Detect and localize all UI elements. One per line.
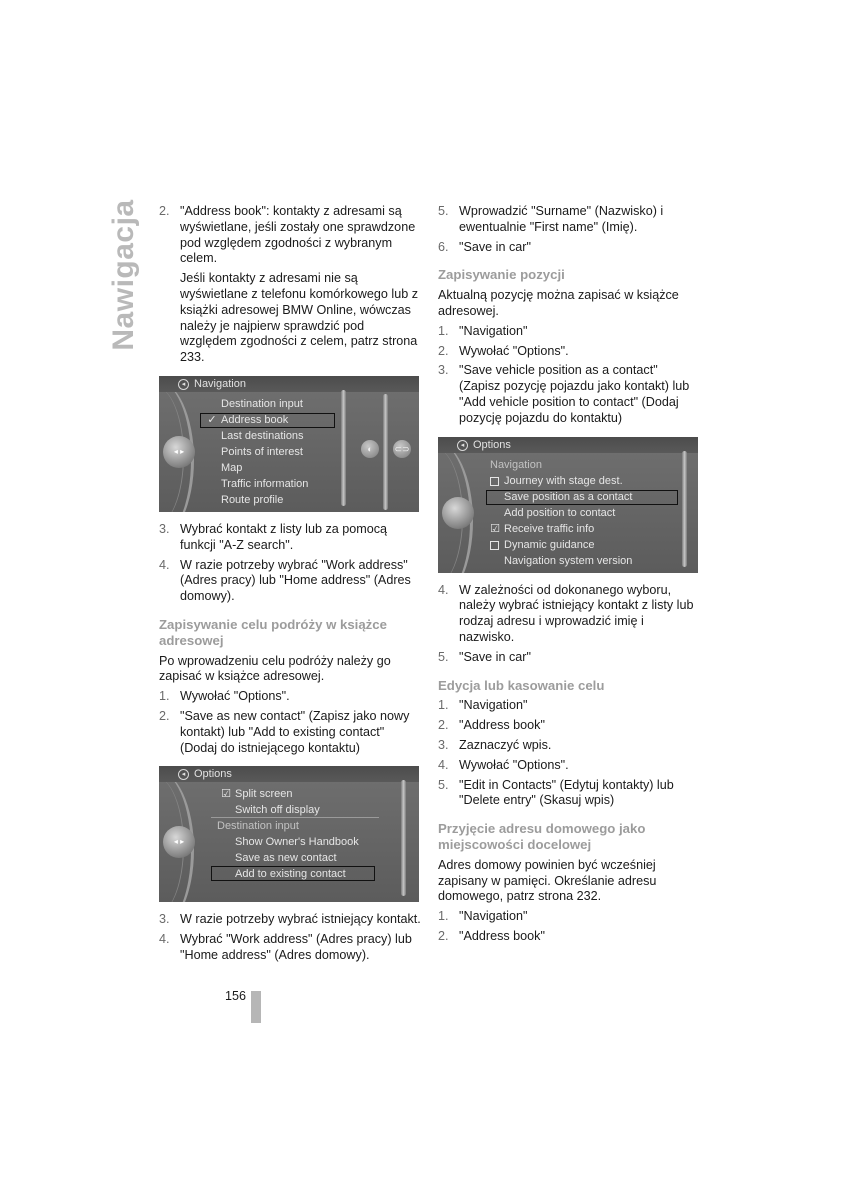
screen-titlebar <box>159 766 419 782</box>
menu-item-address-book <box>207 412 308 428</box>
options-icon: ◂ <box>457 440 468 451</box>
list-number: 1. <box>438 909 449 924</box>
paragraph: Adres domowy powinien być wcześniej zapisany w pamięci. Określanie adresu domowego, patrz strona 232. <box>438 857 657 904</box>
menu-item-label: Split screen <box>235 788 293 801</box>
list-text: Wywołać "Options". <box>459 757 569 772</box>
list-number: 3. <box>438 737 449 752</box>
list-text: W razie potrzeby wybrać istniejący kontakt. <box>180 912 421 927</box>
menu-item-add-to-existing-contact: Add to existing contact <box>235 868 346 881</box>
list-item <box>438 778 700 810</box>
list-text: Wybrać "Work address" (Adres pracy) lub "Home address" (Adres domowy). <box>180 932 412 962</box>
list-item <box>159 709 421 756</box>
options-icon: ◂ <box>178 769 189 780</box>
list-item <box>159 558 421 605</box>
screen-title: Options <box>194 768 232 781</box>
list-item <box>438 909 700 925</box>
list-item <box>438 583 700 646</box>
menu-item-label: Journey with stage dest. <box>504 474 623 487</box>
list-text: "Edit in Contacts" (Edytuj kontakty) lub "Delete entry" (Skasuj wpis) <box>459 777 674 808</box>
menu-item-label: Receive traffic info <box>504 522 595 535</box>
scroll-track <box>341 390 346 506</box>
list-text: Wywołać "Options". <box>459 343 569 358</box>
menu-item-label: Dynamic guidance <box>504 538 595 551</box>
menu-item-route-profile: Route profile <box>221 493 284 506</box>
list-text: "Save as new contact" (Zapisz jako nowy kontakt) lub "Add to existing contact" (Dodaj do istniejącego kontaktu) <box>180 708 410 755</box>
page-marker-bar <box>251 991 261 1023</box>
list-item <box>438 324 700 340</box>
list-item <box>438 758 700 774</box>
screen-titlebar <box>438 437 698 453</box>
menu-item-receive-traffic-info <box>490 521 632 537</box>
checkbox-empty-icon <box>490 541 499 550</box>
screen-title: Navigation <box>194 377 246 390</box>
options-navigation-screenshot <box>438 437 698 573</box>
menu-item-destination-input: Destination input <box>221 397 303 410</box>
checkbox-checked-icon: ☑ <box>221 788 231 801</box>
menu-item-dynamic-guidance <box>490 537 632 553</box>
menu-group-navigation: Navigation <box>490 458 542 471</box>
list-number: 2. <box>438 718 449 733</box>
list-number: 5. <box>438 204 449 218</box>
list-item <box>438 344 700 360</box>
checkbox-empty-icon <box>490 477 499 486</box>
list-text: "Navigation" <box>459 909 528 924</box>
list-item <box>438 738 700 754</box>
list-item <box>438 204 700 236</box>
scroll-track <box>682 451 687 567</box>
menu-group-destination-input: Destination input <box>217 820 299 833</box>
list-item <box>438 929 700 945</box>
paragraph: Aktualną pozycję można zapisać w książce adresowej. <box>438 288 679 318</box>
list-text: "Save in car" <box>459 649 531 664</box>
section-side-title <box>92 200 156 350</box>
list-number: 3. <box>438 363 449 378</box>
left-column <box>159 204 421 968</box>
menu-item-split-screen <box>217 786 359 802</box>
list-number: 1. <box>159 689 170 704</box>
list-number: 5. <box>438 777 449 792</box>
menu-item-switch-off-display: Switch off display <box>235 804 320 817</box>
checkbox-checked-icon: ☑ <box>490 522 500 535</box>
list-item <box>438 650 700 666</box>
list-number: 5. <box>438 649 449 664</box>
list-text: "Navigation" <box>459 698 528 713</box>
list-item <box>159 204 421 267</box>
list-text: "Address book" <box>459 718 545 733</box>
menu-item-label: Address book <box>221 413 289 426</box>
list-number: 4. <box>438 757 449 772</box>
screen-menu <box>490 457 632 569</box>
list-item <box>438 363 700 426</box>
list-number: 2. <box>438 343 449 358</box>
paragraph: Po wprowadzeniu celu podróży należy go zapisać w książce adresowej. <box>159 653 391 684</box>
list-note: Jeśli kontakty z adresami nie są wyświetlane z telefonu komórkowego lub z książki adresowej BMW Online, wówczas należy je najpierw sprawdzić pod względem zgodności z celem, patrz strona 233. <box>180 271 419 365</box>
list-text: Wprowadzić "Surname" (Nazwisko) i ewentualnie "First name" (Imię). <box>459 204 664 234</box>
list-text: W razie potrzeby wybrać "Work address" (Adres pracy) lub "Home address" (Adres domowy). <box>180 557 411 604</box>
list-text: "Navigation" <box>459 323 528 338</box>
menu-item-points-of-interest: Points of interest <box>221 445 303 458</box>
list-number: 3. <box>159 912 170 927</box>
list-number: 4. <box>159 932 170 947</box>
section-heading: Edycja lub kasowanie celu <box>438 677 605 693</box>
controller-knob-icon <box>442 497 474 529</box>
screen-titlebar <box>159 376 419 392</box>
options-menu-screenshot <box>159 766 419 902</box>
controller-knob-icon: ◂ ▸ <box>163 826 195 858</box>
controller-knob-icon: ◂ ▸ <box>163 436 195 468</box>
list-item <box>438 240 700 256</box>
section-heading: Przyjęcie adresu domowego jako miejscowości docelowej <box>438 821 646 852</box>
right-column <box>438 204 700 949</box>
menu-item-save-position-as-contact: Save position as a contact <box>504 490 633 503</box>
menu-item-map: Map <box>221 461 243 474</box>
scroll-track <box>401 780 406 896</box>
list-text: Wybrać kontakt z listy lub za pomocą funkcji "A-Z search". <box>180 521 388 552</box>
list-item <box>159 522 421 554</box>
list-number: 2. <box>438 928 449 943</box>
list-number: 2. <box>159 708 170 723</box>
checkmark-icon: ✓ <box>207 413 217 426</box>
list-text: W zależności od dokonanego wyboru, należy wybrać istniejący kontakt z listy lub rodzaj adresu i wprowadzić imię i nazwisko. <box>459 582 694 644</box>
list-number: 1. <box>438 323 449 338</box>
list-number: 6. <box>438 239 449 254</box>
list-text: "Save in car" <box>459 239 531 254</box>
screen-menu <box>207 396 309 508</box>
list-item <box>438 698 700 714</box>
menu-item-navigation-system-version: Navigation system version <box>504 554 633 567</box>
navigation-icon: ◂ <box>178 379 189 390</box>
list-text: Zaznaczyć wpis. <box>459 737 552 752</box>
list-text: "Address book" <box>459 928 545 943</box>
list-text: "Save vehicle position as a contact" (Zapisz pozycję pojazdu jako kontakt) lub "Add vehicle position to contact" (Dodaj pozycję pojazdu do kontaktu) <box>459 363 690 425</box>
menu-item-journey-with-stage-dest <box>490 473 632 489</box>
menu-item-save-as-new-contact: Save as new contact <box>235 852 337 865</box>
list-number: 2. <box>159 204 170 218</box>
menu-item-show-owners-handbook: Show Owner's Handbook <box>235 836 359 849</box>
list-text: Wywołać "Options". <box>180 689 290 704</box>
list-number: 4. <box>159 557 170 572</box>
split-screen-icon: ◐ <box>361 440 379 458</box>
section-title-text: Nawigacja <box>107 199 140 351</box>
list-item <box>159 912 421 928</box>
link-icon: ⊂⊃ <box>393 440 411 458</box>
screen-menu <box>217 786 359 882</box>
page-number: 156 <box>225 989 247 1003</box>
scroll-track <box>383 394 388 510</box>
list-item <box>159 689 421 705</box>
menu-item-traffic-information: Traffic information <box>221 477 309 490</box>
list-number: 1. <box>438 698 449 713</box>
list-item <box>438 718 700 734</box>
list-item <box>159 932 421 964</box>
section-heading: Zapisywanie pozycji <box>438 267 565 283</box>
list-text: "Address book": kontakty z adresami są wyświetlane, jeśli zostały one sprawdzone pod względem zgodności z wybranym celem. <box>180 204 416 266</box>
navigation-menu-screenshot <box>159 376 419 512</box>
list-number: 4. <box>438 582 449 597</box>
section-heading: Zapisywanie celu podróży w książce adresowej <box>159 616 387 648</box>
menu-item-last-destinations: Last destinations <box>221 429 304 442</box>
list-number: 3. <box>159 521 170 536</box>
screen-title: Options <box>473 438 511 451</box>
menu-item-add-position-to-contact: Add position to contact <box>504 506 616 519</box>
